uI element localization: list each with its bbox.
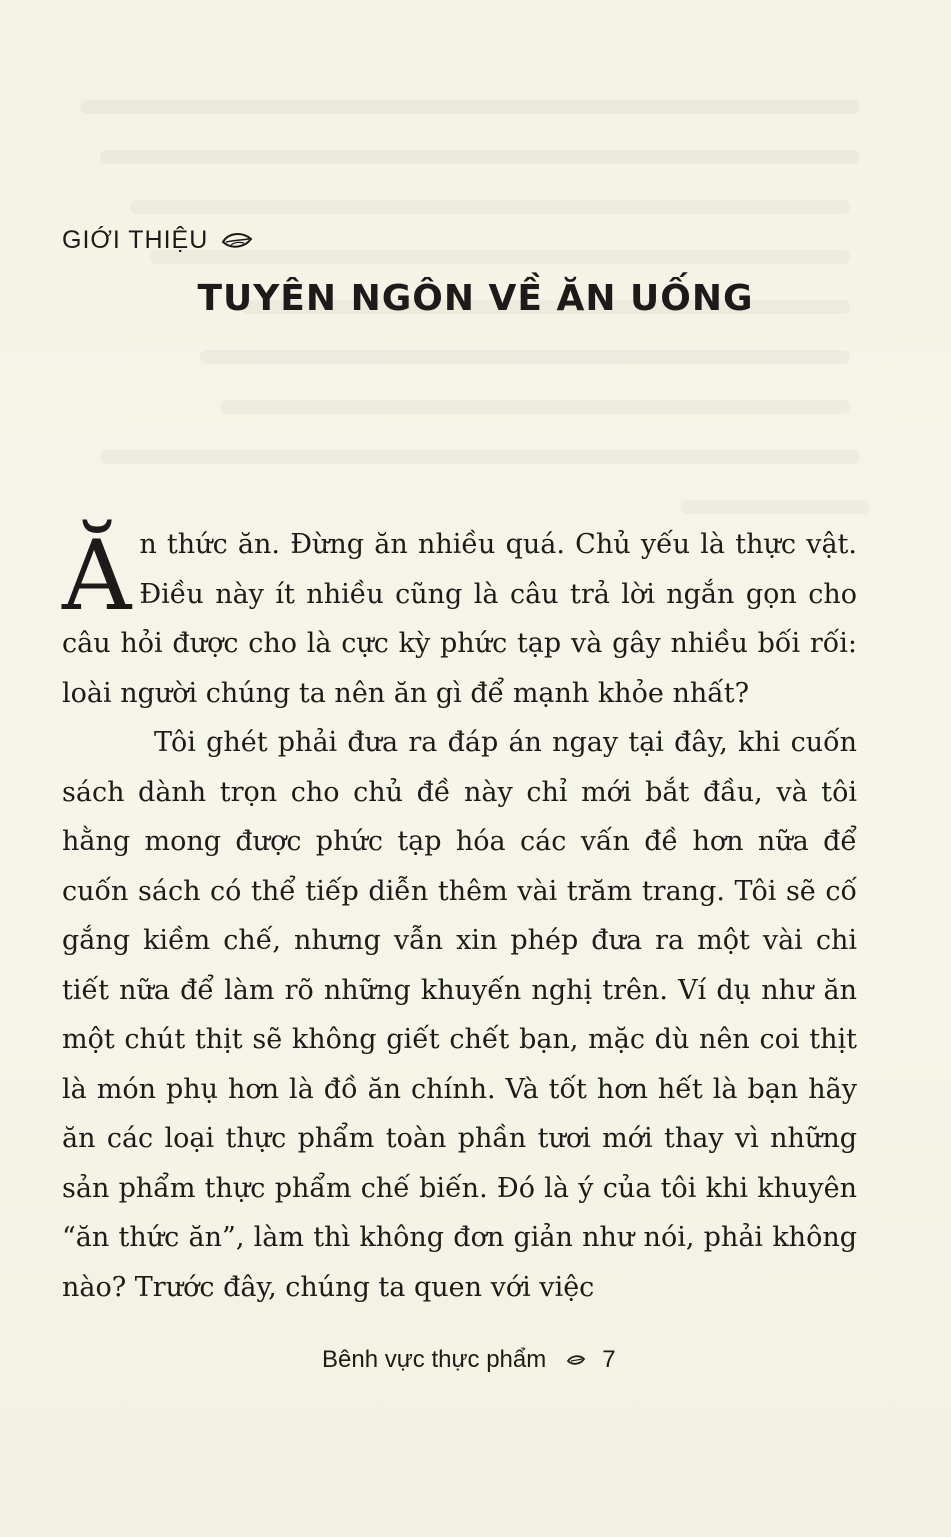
paragraph-2: Tôi ghét phải đưa ra đáp án ngay tại đây, khi cuốn sách dành trọn cho chủ đề này chỉ mới bắt đầu, và tôi hằng mong được phức tạp hóa các vấn đề hơn nữa để cuốn sách có thể tiếp diễn thêm vài trăm trang. Tôi sẽ cố gắng kiềm chế, nhưng vẫn xin phép đưa ra một vài chi tiết nữa để làm rõ những khuyến nghị trên. Ví dụ như ăn một chút thịt sẽ không giết chết bạn, mặc dù nên coi thịt là món phụ hơn là đồ ăn chính. Và tốt hơn hết là bạn hãy ăn các loại thực phẩm toàn phần tươi mới thay vì những sản phẩm thực phẩm chế biến. Đó là ý của tôi khi khuyên “ăn thức ăn”, làm thì không đơn giản như nói, phải không nào? Trước đây, chúng ta quen với việc: [62, 727, 857, 1303]
page-footer: [322, 1346, 616, 1374]
chapter-title: TUYÊN NGÔN VỀ ĂN UỐNG: [197, 278, 754, 319]
book-title: Bênh vực thực phẩm: [322, 1346, 547, 1373]
drop-cap: Ă: [62, 520, 132, 632]
leaf-icon: [566, 1353, 586, 1367]
paragraph-1: [62, 520, 857, 718]
chapter-label-text: GIỚI THIỆU: [62, 226, 209, 254]
page-number: 7: [602, 1346, 616, 1373]
paragraph-1-text: n thức ăn. Đừng ăn nhiều quá. Chủ yếu là thực vật. Điều này ít nhiều cũng là câu trả lời ngắn gọn cho câu hỏi được cho là cực kỳ phức tạp và gây nhiều bối rối: loài người chúng ta nên ăn gì để mạnh khỏe nhất?: [62, 529, 857, 709]
chapter-label: [62, 226, 254, 255]
leaf-icon: [220, 230, 254, 252]
body-text: [62, 520, 857, 1312]
